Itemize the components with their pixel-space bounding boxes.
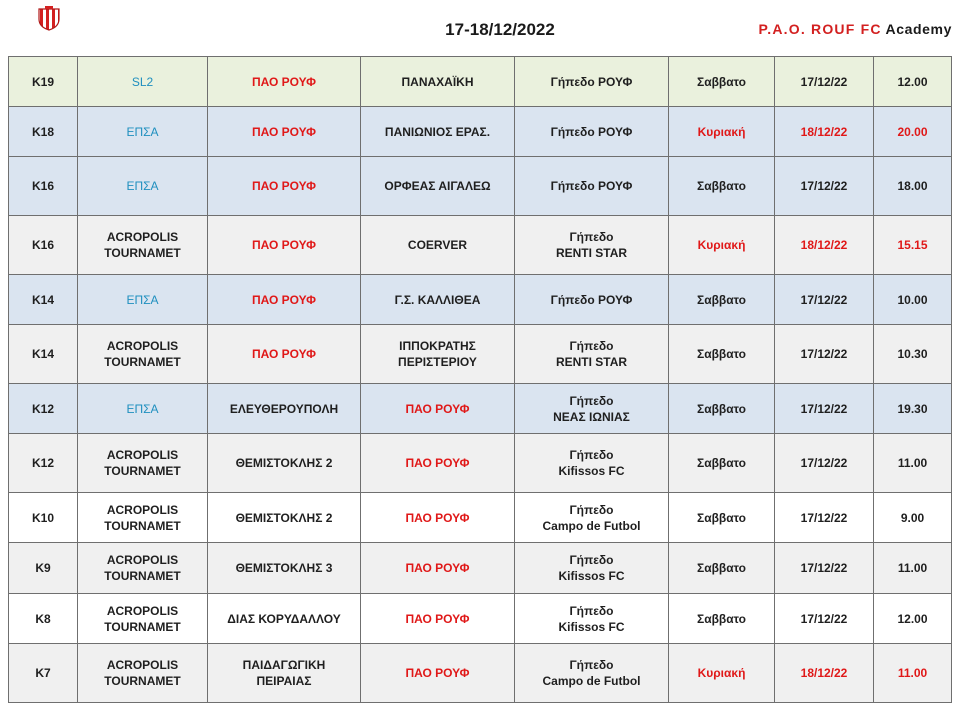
cell-line: TOURNAMET [104,569,181,583]
cell-line: Γήπεδο ΡΟΥΦ [550,74,633,89]
category-cell: K8 [9,594,78,644]
cell-line: ACROPOLIS [106,230,179,244]
day-cell: Κυριακή [669,216,775,275]
date-cell: 18/12/22 [775,107,874,157]
club-crest-icon [36,5,62,31]
home-team-cell [208,216,361,275]
cell-line: Campo de Futbol [542,674,641,688]
fixture-row [9,493,952,543]
day-cell: Κυριακή [669,644,775,703]
cell-line: ΕΛΕΥΘΕΡΟΥΠΟΛΗ [229,401,339,416]
cell-line: Kifissos FC [558,464,625,478]
away-team-cell [361,275,515,325]
day-cell: Σαββατο [669,434,775,493]
competition-cell [78,157,208,216]
competition-cell [78,107,208,157]
cell-line: Γήπεδο [569,658,614,672]
cell-line: Γήπεδο [569,502,614,517]
cell-line: ΕΠΣΑ [126,124,159,139]
day-cell: Σαββατο [669,493,775,543]
day-cell: Σαββατο [669,325,775,384]
time-cell: 20.00 [874,107,952,157]
cell-line: ΘΕΜΙΣΤΟΚΛΗΣ 3 [235,561,333,575]
category-cell: K7 [9,644,78,703]
fixture-row [9,543,952,594]
brand-label [759,21,952,37]
day-cell: Σαββατο [669,384,775,434]
venue-cell [515,216,669,275]
home-team-cell [208,594,361,644]
venue-cell [515,594,669,644]
cell-line: ΠΑΟ ΡΟΥΦ [251,179,317,193]
venue-cell [515,493,669,543]
cell-line: Kifissos FC [558,619,625,634]
away-team-cell [361,57,515,107]
competition-cell [78,57,208,107]
cell-line: ΠΑΙΔΑΓΩΓΙΚΗ [242,658,326,672]
brand-name: P.A.O. ROUF FC [758,21,882,37]
away-team-cell [361,434,515,493]
home-team-cell [208,57,361,107]
category-cell: K12 [9,384,78,434]
day-cell: Σαββατο [669,57,775,107]
cell-line: Γήπεδο [569,393,614,408]
competition-cell [78,275,208,325]
fixture-row [9,107,952,157]
fixture-row [9,384,952,434]
cell-line: TOURNAMET [104,518,181,533]
category-cell: K9 [9,543,78,594]
time-cell: 11.00 [874,644,952,703]
competition-cell [78,384,208,434]
date-cell: 18/12/22 [775,644,874,703]
cell-line: ΠΑΟ ΡΟΥΦ [405,456,470,470]
home-team-cell [208,543,361,594]
cell-line: Campo de Futbol [542,518,641,533]
competition-cell [78,216,208,275]
venue-cell [515,57,669,107]
venue-cell [515,644,669,703]
cell-line: ΠΑΟ ΡΟΥΦ [251,74,317,89]
away-team-cell [361,594,515,644]
cell-line: ΟΡΦΕΑΣ ΑΙΓΑΛΕΩ [384,179,491,193]
cell-line: ΘΕΜΙΣΤΟΚΛΗΣ 2 [235,456,333,470]
page-header [0,0,960,56]
date-cell: 17/12/22 [775,543,874,594]
venue-cell [515,434,669,493]
away-team-cell [361,543,515,594]
cell-line: Γήπεδο ΡΟΥΦ [550,124,633,139]
date-cell: 18/12/22 [775,216,874,275]
away-team-cell [361,493,515,543]
time-cell: 19.30 [874,384,952,434]
day-cell: Κυριακή [669,107,775,157]
cell-line: ΠΕΙΡΑΙΑΣ [256,674,312,688]
cell-line: Γήπεδο [569,448,614,462]
cell-line: ΙΠΠΟΚΡΑΤΗΣ [399,339,476,353]
home-team-cell [208,384,361,434]
fixtures-body [9,57,952,703]
competition-cell [78,434,208,493]
date-cell: 17/12/22 [775,434,874,493]
date-cell: 17/12/22 [775,325,874,384]
venue-cell [515,157,669,216]
cell-line: ΠΑΟ ΡΟΥΦ [405,561,470,575]
cell-line: ACROPOLIS [106,339,179,353]
time-cell: 10.00 [874,275,952,325]
cell-line: Kifissos FC [558,569,625,583]
cell-line: TOURNAMET [104,246,181,260]
cell-line: ΠΕΡΙΣΤΕΡΙΟΥ [398,355,477,369]
cell-line: ΠΑΟ ΡΟΥΦ [405,401,470,416]
home-team-cell [208,644,361,703]
away-team-cell [361,325,515,384]
time-cell: 10.30 [874,325,952,384]
cell-line: ΕΠΣΑ [126,292,159,307]
time-cell: 15.15 [874,216,952,275]
cell-line: ACROPOLIS [106,553,179,567]
fixture-row [9,644,952,703]
date-cell: 17/12/22 [775,384,874,434]
cell-line: ΠΑΝΑΧΑΪΚΗ [401,74,474,89]
home-team-cell [208,434,361,493]
cell-line: Γ.Σ. ΚΑΛΛΙΘΕΑ [394,292,481,307]
day-cell: Σαββατο [669,594,775,644]
cell-line: RENTI STAR [555,355,628,369]
venue-cell [515,325,669,384]
cell-line: RENTI STAR [555,246,628,260]
cell-line: ΠΑΟ ΡΟΥΦ [405,611,470,626]
venue-cell [515,543,669,594]
cell-line: ACROPOLIS [106,658,179,672]
cell-line: ΠΑΟ ΡΟΥΦ [251,124,317,139]
fixture-row [9,434,952,493]
cell-line: ΠΑΟ ΡΟΥΦ [251,238,317,252]
away-team-cell [361,216,515,275]
venue-cell [515,275,669,325]
cell-line: TOURNAMET [104,464,181,478]
competition-cell [78,493,208,543]
away-team-cell [361,644,515,703]
cell-line: ΠΑΟ ΡΟΥΦ [251,292,317,307]
date-cell: 17/12/22 [775,275,874,325]
home-team-cell [208,157,361,216]
category-cell: K12 [9,434,78,493]
day-cell: Σαββατο [669,275,775,325]
cell-line: Γήπεδο [569,553,614,567]
time-cell: 18.00 [874,157,952,216]
category-cell: K16 [9,216,78,275]
date-cell: 17/12/22 [775,57,874,107]
competition-cell [78,594,208,644]
cell-line: TOURNAMET [104,674,181,688]
home-team-cell [208,275,361,325]
cell-line: Γήπεδο [569,339,614,353]
cell-line: TOURNAMET [104,355,181,369]
venue-cell [515,384,669,434]
category-cell: K16 [9,157,78,216]
competition-cell [78,325,208,384]
time-cell: 11.00 [874,543,952,594]
cell-line: Γήπεδο [569,230,614,244]
time-cell: 12.00 [874,594,952,644]
competition-cell [78,543,208,594]
date-cell: 17/12/22 [775,493,874,543]
fixture-row [9,157,952,216]
category-cell: K18 [9,107,78,157]
fixture-row [9,216,952,275]
cell-line: TOURNAMET [104,619,181,634]
cell-line: Γήπεδο [569,603,614,618]
cell-line: ΝΕΑΣ ΙΩΝΙΑΣ [553,409,630,424]
category-cell: K19 [9,57,78,107]
cell-line: Γήπεδο ΡΟΥΦ [550,179,633,193]
brand-suffix: Academy [885,21,952,37]
cell-line: ΠΑΟ ΡΟΥΦ [405,666,470,680]
fixture-row [9,57,952,107]
fixture-row [9,325,952,384]
cell-line: ΠΑΟ ΡΟΥΦ [251,347,317,361]
time-cell: 12.00 [874,57,952,107]
cell-line: ΠΑΟ ΡΟΥΦ [405,510,470,525]
cell-line: Γήπεδο ΡΟΥΦ [550,292,633,307]
fixture-row [9,594,952,644]
home-team-cell [208,107,361,157]
category-cell: K14 [9,275,78,325]
day-cell: Σαββατο [669,157,775,216]
home-team-cell [208,493,361,543]
cell-line: ACROPOLIS [106,603,179,618]
cell-line: ΘΕΜΙΣΤΟΚΛΗΣ 2 [235,510,333,525]
away-team-cell [361,107,515,157]
fixture-row [9,275,952,325]
venue-cell [515,107,669,157]
cell-line: SL2 [131,74,154,89]
cell-line: ΔΙΑΣ ΚΟΡΥΔΑΛΛΟΥ [227,611,341,626]
time-cell: 9.00 [874,493,952,543]
competition-cell [78,644,208,703]
cell-line: ACROPOLIS [106,502,179,517]
away-team-cell [361,384,515,434]
cell-line: ACROPOLIS [106,448,179,462]
date-cell: 17/12/22 [775,157,874,216]
cell-line: ΠΑΝΙΩΝΙΟΣ ΕΡΑΣ. [384,124,491,139]
day-cell: Σαββατο [669,543,775,594]
category-cell: K10 [9,493,78,543]
cell-line: ΕΠΣΑ [126,401,159,416]
category-cell: K14 [9,325,78,384]
home-team-cell [208,325,361,384]
cell-line: COERVER [407,238,468,252]
page-title: 17-18/12/2022 [445,20,555,39]
away-team-cell [361,157,515,216]
fixtures-table [8,56,952,703]
date-cell: 17/12/22 [775,594,874,644]
cell-line: ΕΠΣΑ [126,179,159,193]
time-cell: 11.00 [874,434,952,493]
